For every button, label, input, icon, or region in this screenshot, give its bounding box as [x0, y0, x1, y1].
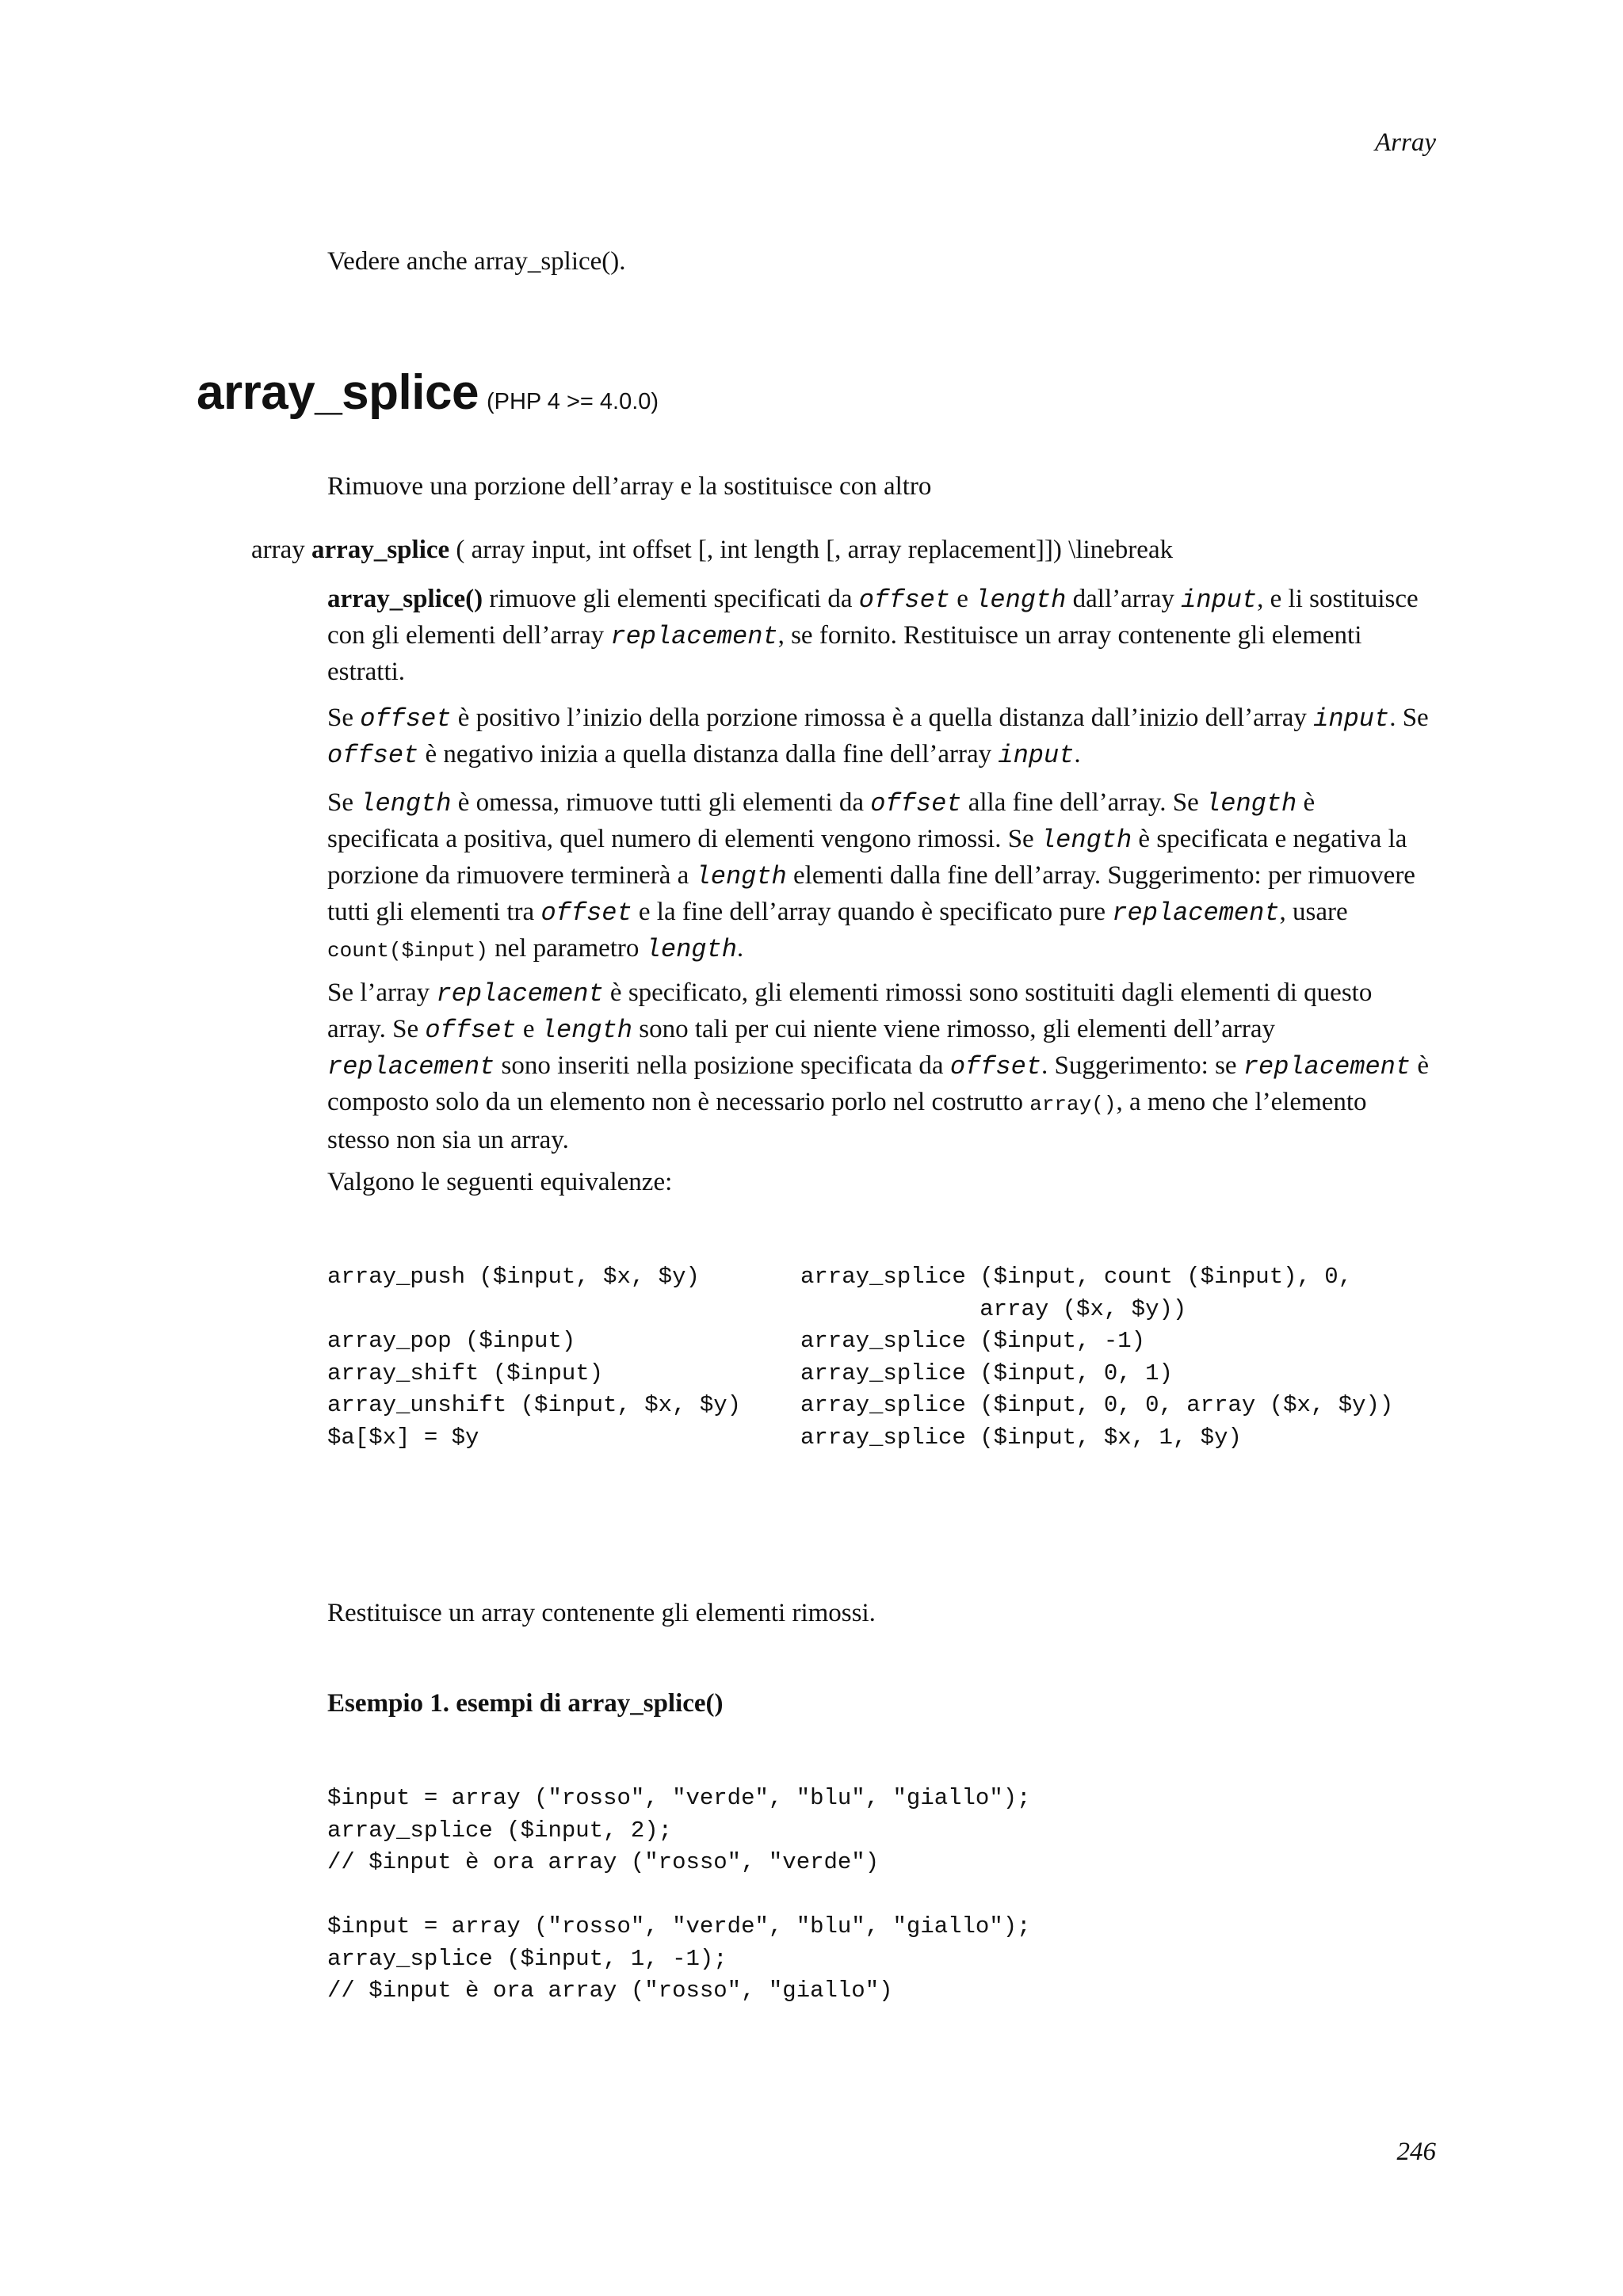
synopsis-function-name: array_splice: [311, 536, 450, 564]
desc4-text: , a meno che l’elemento stesso non sia un array.: [327, 1088, 1367, 1154]
description-paragraph-4: [327, 975, 1429, 1158]
param-replacement: replacement: [1243, 1052, 1411, 1081]
param-offset: offset: [540, 898, 632, 928]
param-offset: offset: [360, 704, 452, 734]
equivalence-left: array_pop ($input): [327, 1328, 576, 1354]
desc2-text: è negativo inizia a quella distanza dalla fine dell’array: [418, 740, 999, 769]
synopsis-params: ( array input, int offset [, int length [, array replacement]]) \linebreak: [456, 536, 1174, 564]
desc2-text: . Se: [1389, 704, 1429, 732]
code-line: array_splice ($input, 2);: [327, 1817, 673, 1844]
desc3-text: nel parametro: [487, 934, 646, 963]
code-line: [327, 1879, 1031, 1912]
desc4-text: e: [516, 1015, 541, 1043]
function-version: (PHP 4 >= 4.0.0): [486, 389, 659, 414]
param-length: length: [645, 935, 737, 964]
equivalence-right: array_splice ($input, count ($input), 0,: [800, 1264, 1353, 1290]
desc1-text: , se fornito. Restituisce un array contenente gli elementi estratti.: [327, 621, 1362, 686]
equivalence-right: array_splice ($input, 0, 0, array ($x, $y)): [800, 1392, 1394, 1418]
code-line: $input = array ("rosso", "verde", "blu", "giallo");: [327, 1913, 1031, 1939]
code-line: $input = array ("rosso", "verde", "blu", "giallo");: [327, 1785, 1031, 1811]
example-title: Esempio 1. esempi di array_splice(): [327, 1689, 724, 1718]
param-replacement: replacement: [1112, 898, 1280, 928]
code-line: // $input è ora array ("rosso", "verde"): [327, 1849, 880, 1875]
code-line: array_splice ($input, 1, -1);: [327, 1945, 727, 1972]
param-replacement: replacement: [436, 979, 604, 1009]
param-input: input: [1181, 585, 1258, 615]
equivalence-left: $a[$x] = $y: [327, 1424, 479, 1451]
desc1-text: rimuove gli elementi specificati da: [483, 585, 859, 613]
desc1-text: dall’array: [1066, 585, 1182, 613]
param-offset: offset: [425, 1016, 517, 1045]
desc3-text: elementi dalla fine dell’array. Suggerimento: per rimuovere tutti gli elementi tra: [327, 861, 1415, 926]
desc4-text: sono tali per cui niente viene rimosso, gli elementi dell’array: [632, 1015, 1275, 1043]
inline-code: array(): [1029, 1093, 1117, 1116]
inline-code: count($input): [327, 939, 488, 963]
param-offset: offset: [870, 789, 962, 818]
equivalences-intro: Valgono le seguenti equivalenze:: [327, 1168, 673, 1196]
desc3-text: è specificata e negativa la porzione da rimuovere terminerà a: [327, 825, 1407, 890]
param-length: length: [540, 1016, 632, 1045]
param-length: length: [360, 789, 452, 818]
desc4-text: è specificato, gli elementi rimossi sono sostituiti dagli elementi di questo array. Se: [327, 978, 1373, 1043]
function-purpose: Rimuove una porzione dell’array e la sostituisce con altro: [327, 472, 932, 501]
desc4-text: sono inseriti nella posizione specificata da: [495, 1051, 950, 1080]
desc3-text: è specificata a positiva, quel numero di elementi vengono rimossi. Se: [327, 788, 1316, 853]
synopsis-return-type: array: [251, 536, 305, 564]
see-also-note: Vedere anche array_splice().: [327, 247, 626, 276]
description-paragraph-2: [327, 700, 1429, 773]
param-offset: offset: [327, 741, 419, 770]
code-line: // $input è ora array ("rosso", "giallo"): [327, 1978, 893, 2004]
function-title: [197, 364, 659, 421]
running-header: Array: [1375, 128, 1436, 157]
param-length: length: [695, 862, 787, 891]
return-value-text: Restituisce un array contenente gli elementi rimossi.: [327, 1599, 876, 1627]
desc1-text: , e li sostituisce con gli elementi dell’array: [327, 585, 1419, 650]
equivalence-left: array_push ($input, $x, $y): [327, 1264, 700, 1290]
equivalence-left: array_shift ($input): [327, 1360, 604, 1386]
param-length: length: [1205, 789, 1297, 818]
equivalence-right: array_splice ($input, -1): [800, 1328, 1146, 1354]
desc1-fn: array_splice(): [327, 585, 483, 613]
desc3-text: è omessa, rimuove tutti gli elementi da: [451, 788, 871, 817]
desc3-text: Se: [327, 788, 361, 817]
desc4-text: Se l’array: [327, 978, 437, 1007]
desc2-text: .: [1074, 740, 1081, 769]
equivalence-left: array_unshift ($input, $x, $y): [327, 1392, 742, 1418]
example-code-block: [327, 1783, 1031, 2008]
desc1-text: e: [950, 585, 976, 613]
desc3-text: alla fine dell’array. Se: [961, 788, 1206, 817]
page-number: 246: [1396, 2138, 1436, 2166]
desc3-text: , usare: [1279, 898, 1348, 926]
desc3-text: .: [736, 934, 744, 963]
param-offset: offset: [949, 1052, 1042, 1081]
description-paragraph-1: [327, 582, 1429, 690]
param-length: length: [975, 585, 1067, 615]
desc2-text: è positivo l’inizio della porzione rimossa è a quella distanza dall’inizio dell’array: [451, 704, 1314, 732]
param-replacement: replacement: [327, 1052, 495, 1081]
param-length: length: [1040, 826, 1132, 855]
equivalence-right: array ($x, $y)): [800, 1295, 1187, 1322]
param-replacement: replacement: [610, 622, 778, 651]
equivalence-right: array_splice ($input, 0, 1): [800, 1360, 1173, 1386]
desc2-text: Se: [327, 704, 361, 732]
description-paragraph-3: [327, 785, 1429, 969]
desc4-text: è composto solo da un elemento non è necessario porlo nel costrutto: [327, 1051, 1429, 1116]
param-offset: offset: [858, 585, 950, 615]
desc3-text: e la fine dell’array quando è specificato pure: [632, 898, 1113, 926]
param-input: input: [1313, 704, 1390, 734]
equivalence-right: array_splice ($input, $x, 1, $y): [800, 1424, 1242, 1451]
function-name: array_splice: [197, 365, 479, 420]
function-synopsis: [251, 532, 1173, 568]
desc4-text: . Suggerimento: se: [1041, 1051, 1243, 1080]
param-input: input: [998, 741, 1075, 770]
